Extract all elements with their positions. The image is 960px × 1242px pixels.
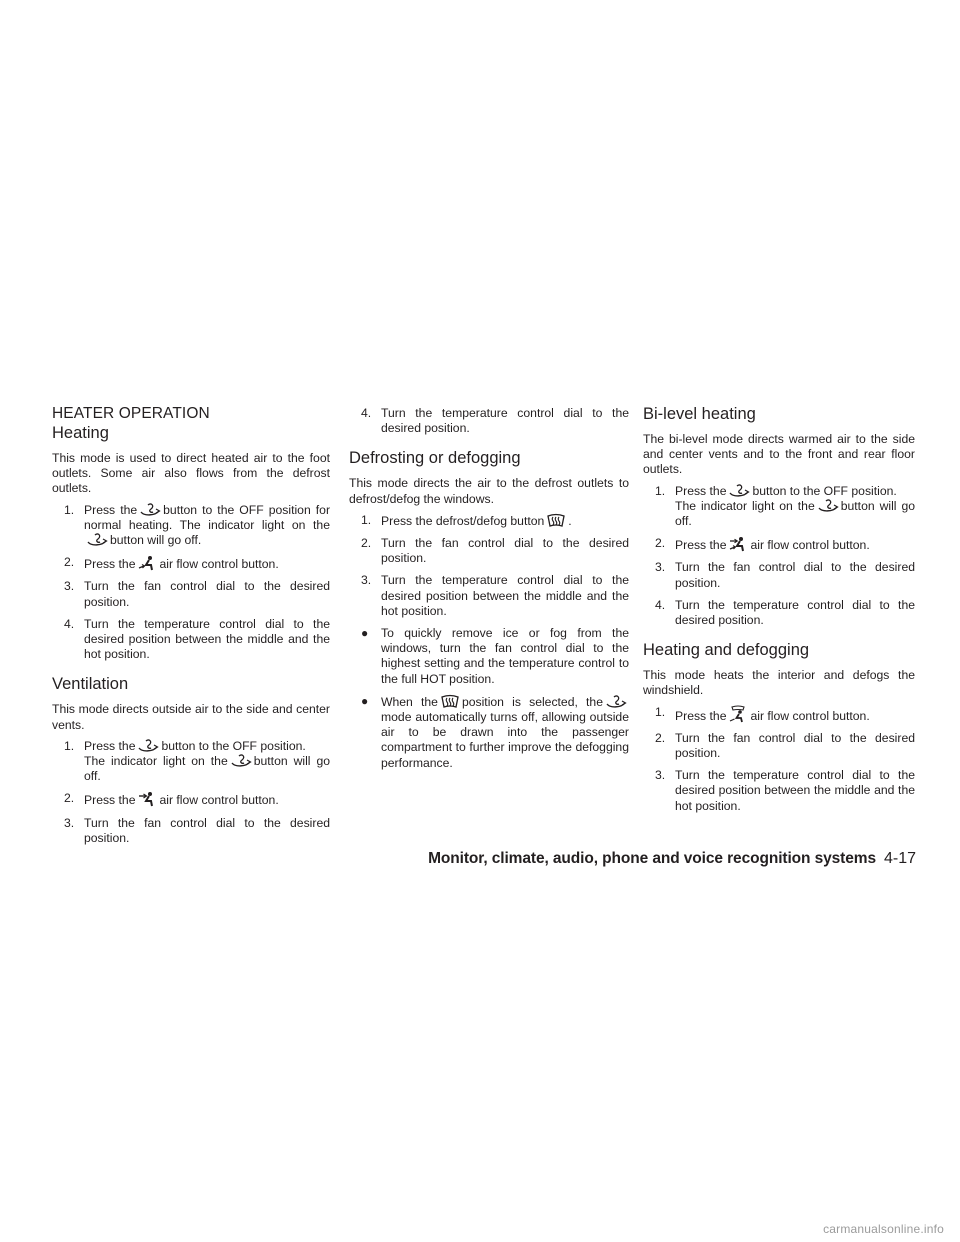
defrosting-note-1: ● To quickly remove ice or fog from the windows, turn the fan control dial to the highest setting and the temperature control to the full HOT position. [361,626,629,686]
ventilation-step-4: 4. Turn the temperature control dial to the desired position. [361,406,629,436]
defrosting-step-2: 2. Turn the fan control dial to the desired position. [361,536,629,566]
page-number: 4-17 [883,850,916,867]
column-right [643,404,915,821]
defrosting-note-2: ● When the position is selected, the mode automatically turns off, allowing outside air to be drawn into the passenger compartment to further improve the defogging performance. [361,693,629,770]
bilevel-step-3: 3. Turn the fan control dial to the desired position. [655,560,915,590]
defrosting-step-3: 3. Turn the temperature control dial to the desired position between the middle and the hot position. [361,573,629,618]
bi-level-air-flow-icon [728,536,748,552]
air-recirculation-icon [86,533,108,547]
heading-bilevel: Bi-level heating [643,405,756,423]
face-vent-air-flow-icon [137,791,157,807]
heating-step-2: 2. Press the air flow control button. [64,555,279,572]
bilevel-steps [643,484,915,629]
heating-step-1: 1. Press the button to the OFF position for normal heating. The indicator light on the button will go off. [64,502,330,548]
ventilation-steps [52,739,330,846]
heatdefog-steps [643,705,915,814]
watermark: carmanualsonline.info [823,1222,944,1236]
bilevel-step-2: 2. Press the air flow control button. [655,536,870,553]
air-recirculation-icon [137,739,159,753]
air-recirculation-icon [728,484,750,498]
foot-air-flow-icon [137,555,157,571]
air-recirculation-icon [605,695,627,709]
bilevel-step-4: 4. Turn the temperature control dial to the desired position. [655,597,915,628]
defrosting-step-1: 1. Press the defrost/defog button . [361,512,572,528]
heatdefog-step-3: 3. Turn the temperature control dial to the desired position between the middle and the hot position. [655,768,915,813]
air-recirculation-icon [817,499,839,513]
air-recirculation-icon [139,503,161,517]
bilevel-intro: The bi-level mode directs warmed air to the side and center vents and to the front and rear floor outlets. [643,432,915,477]
heading-ventilation: Ventilation [52,675,129,694]
ventilation-step-1: 1. Press the button to the OFF position. The indicator light on the button will go off. [64,738,331,784]
ventilation-step-2: 2. Press the air flow control button. [64,791,279,808]
bilevel-step-1: 1. Press the button to the OFF position. The indicator light on the button will go off. [655,483,916,529]
section-title-heater-operation: HEATER OPERATION [52,405,210,422]
bullet-icon: ● [361,626,369,641]
ventilation-steps-continued [349,406,629,436]
foot-defrost-air-flow-icon [728,705,748,723]
column-left [52,404,330,853]
bullet-icon: ● [361,693,369,708]
windshield-defrost-icon [546,513,566,528]
defrosting-notes [349,626,629,771]
heading-heating: Heating [52,424,109,442]
defrosting-steps [349,513,629,619]
column-middle [349,406,629,778]
heatdefog-intro: This mode heats the interior and defogs the windshield. [643,668,915,698]
defrosting-intro: This mode directs the air to the defrost outlets to defrost/defog the windows. [349,476,629,506]
heating-intro: This mode is used to direct heated air to the foot outlets. Some air also flows from the defrost outlets. [52,451,330,496]
ventilation-step-3: 3. Turn the fan control dial to the desired position. [64,815,330,845]
air-recirculation-icon [230,754,252,768]
heating-steps [52,503,330,663]
footer-chapter-title: Monitor, climate, audio, phone and voice recognition systems [428,850,876,867]
heating-step-4: 4. Turn the temperature control dial to the desired position between the middle and the hot position. [64,616,330,662]
heatdefog-step-2: 2. Turn the fan control dial to the desired position. [655,730,915,761]
windshield-defrost-icon [440,694,460,709]
heading-defrosting: Defrosting or defogging [349,449,521,468]
heading-heating-defogging: Heating and defogging [643,641,810,660]
page-footer [428,850,916,868]
heating-step-3: 3. Turn the fan control dial to the desired position. [64,579,330,609]
ventilation-intro: This mode directs outside air to the side and center vents. [52,702,330,732]
heatdefog-step-1: 1. Press the air flow control button. [655,704,870,723]
